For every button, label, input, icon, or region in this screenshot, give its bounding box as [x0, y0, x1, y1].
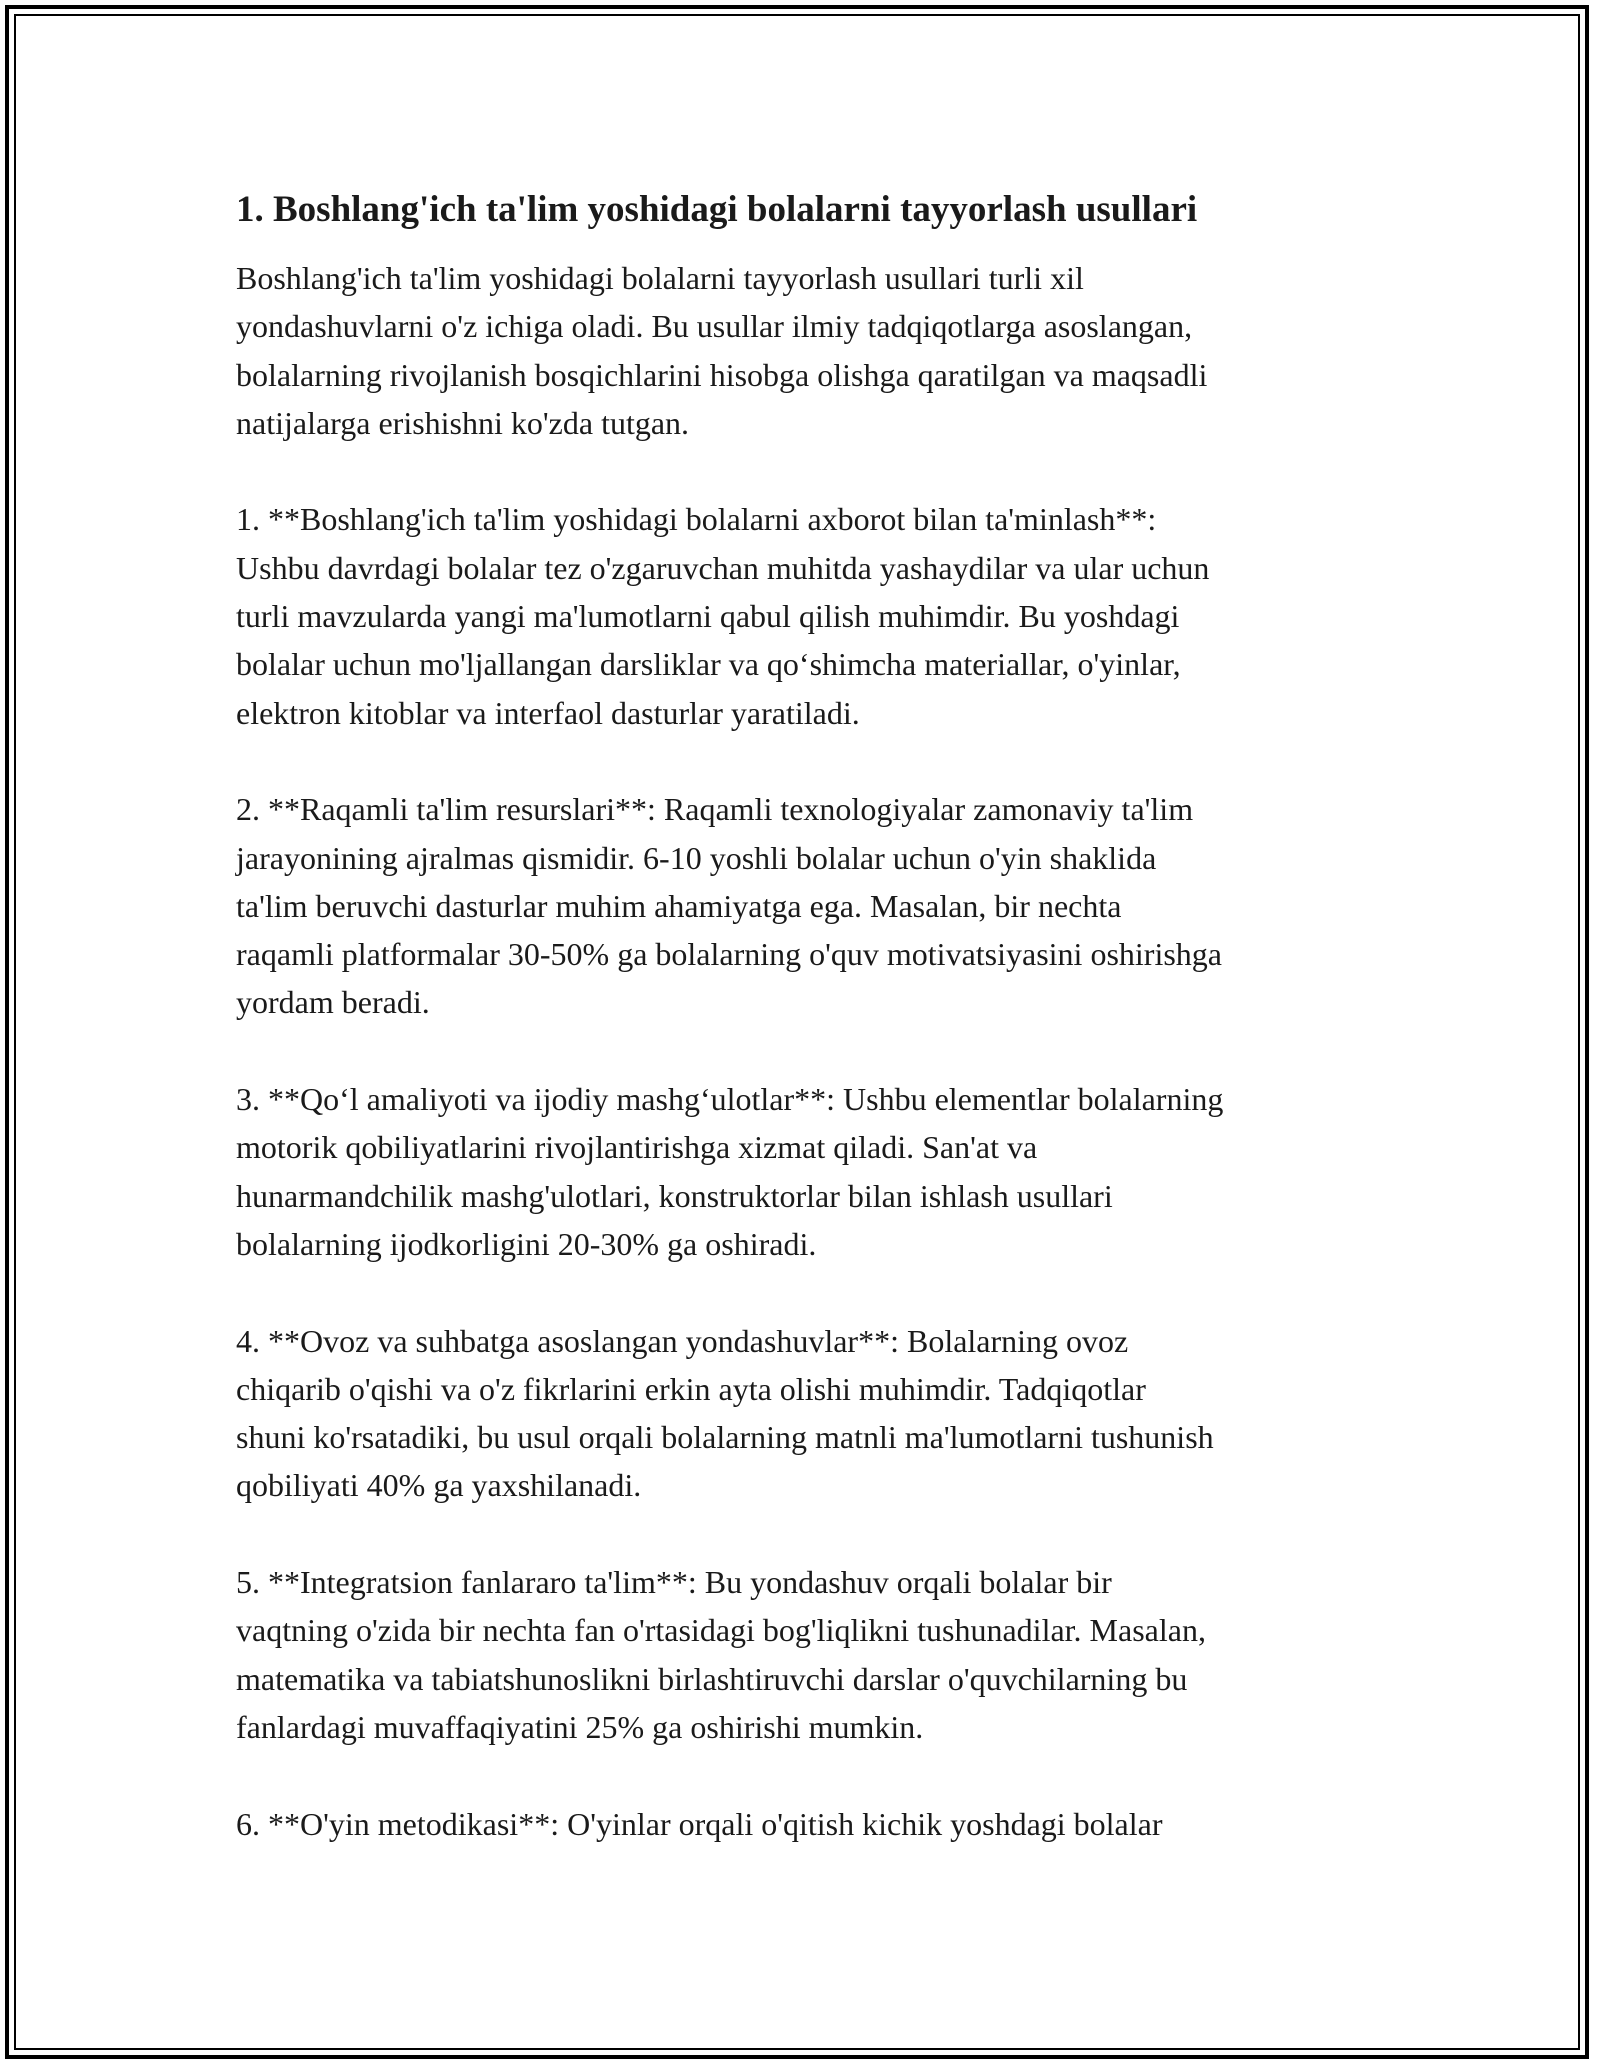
text-line: vaqtning o'zida bir nechta fan o'rtasidagi bog'liqlikni tushunadilar. Masalan,	[236, 1612, 1206, 1649]
paragraph-list	[236, 254, 1386, 1848]
text-line: qobiliyati 40% ga yaxshilanadi.	[236, 1467, 642, 1504]
text-line: bolalar uchun mo'ljallangan darsliklar va qo‘shimcha materiallar, o'yinlar,	[236, 646, 1181, 683]
document-title: 1. Boshlang'ich ta'lim yoshidagi bolalarni tayyorlash usullari	[236, 189, 1198, 230]
text-line: Boshlang'ich ta'lim yoshidagi bolalarni tayyorlash usullari turli xil	[236, 260, 1084, 296]
text-line: elektron kitoblar va interfaol dasturlar yaratiladi.	[236, 694, 860, 731]
text-line: yordam beradi.	[236, 984, 430, 1021]
text-line: raqamli platformalar 30-50% ga bolalarning o'quv motivatsiyasini oshirishga	[236, 936, 1222, 973]
text-line: natijalarga erishishni ko'zda tutgan.	[236, 404, 690, 441]
paragraph	[236, 1800, 1386, 1848]
paragraph	[236, 785, 1386, 1026]
text-line: Ushbu davrdagi bolalar tez o'zgaruvchan muhitda yashaydilar va ular uchun	[236, 549, 1210, 586]
paragraph	[236, 495, 1386, 736]
text-line: bolalarning ijodkorligini 20-30% ga oshiradi.	[236, 1225, 817, 1262]
paragraph	[236, 254, 1386, 447]
text-line: bolalarning rivojlanish bosqichlarini hisobga olishga qaratilgan va maqsadli	[236, 356, 1208, 393]
text-line: shuni ko'rsatadiki, bu usul orqali bolalarning matnli ma'lumotlarni tushunish	[236, 1419, 1214, 1456]
text-line: yondashuvlarni o'z ichiga oladi. Bu usullar ilmiy tadqiqotlarga asoslangan,	[236, 308, 1193, 345]
text-line: 4. **Ovoz va suhbatga asoslangan yondashuvlar**: Bolalarning ovoz	[236, 1322, 1129, 1359]
text-line: 2. **Raqamli ta'lim resurslari**: Raqamli texnologiyalar zamonaviy ta'lim	[236, 791, 1194, 828]
text-line: chiqarib o'qishi va o'z fikrlarini erkin ayta olishi muhimdir. Tadqiqotlar	[236, 1370, 1146, 1407]
text-line: ta'lim beruvchi dasturlar muhim ahamiyatga ega. Masalan, bir nechta	[236, 887, 1122, 924]
paragraph	[236, 1558, 1386, 1751]
paragraph	[236, 1075, 1386, 1268]
text-line: 6. **O'yin metodikasi**: O'yinlar orqali o'qitish kichik yoshdagi bolalar	[236, 1805, 1163, 1842]
text-line: jarayonining ajralmas qismidir. 6-10 yoshli bolalar uchun o'yin shaklida	[236, 839, 1157, 876]
text-line: 1. **Boshlang'ich ta'lim yoshidagi bolalarni axborot bilan ta'minlash**:	[236, 501, 1157, 538]
text-line: 5. **Integratsion fanlararo ta'lim**: Bu yondashuv orqali bolalar bir	[236, 1564, 1112, 1601]
text-line: 3. **Qo‘l amaliyoti va ijodiy mashg‘ulotlar**: Ushbu elementlar bolalarning	[236, 1081, 1224, 1118]
text-line: hunarmandchilik mashg'ulotlari, konstruktorlar bilan ishlash usullari	[236, 1177, 1113, 1214]
text-line: turli mavzularda yangi ma'lumotlarni qabul qilish muhimdir. Bu yoshdagi	[236, 598, 1180, 635]
document-body	[236, 186, 1386, 1848]
paragraph	[236, 1317, 1386, 1510]
text-line: fanlardagi muvaffaqiyatini 25% ga oshirishi mumkin.	[236, 1708, 924, 1745]
text-line: motorik qobiliyatlarini rivojlantirishga xizmat qiladi. San'at va	[236, 1129, 1038, 1166]
text-line: matematika va tabiatshunoslikni birlashtiruvchi darslar o'quvchilarning bu	[236, 1660, 1188, 1697]
